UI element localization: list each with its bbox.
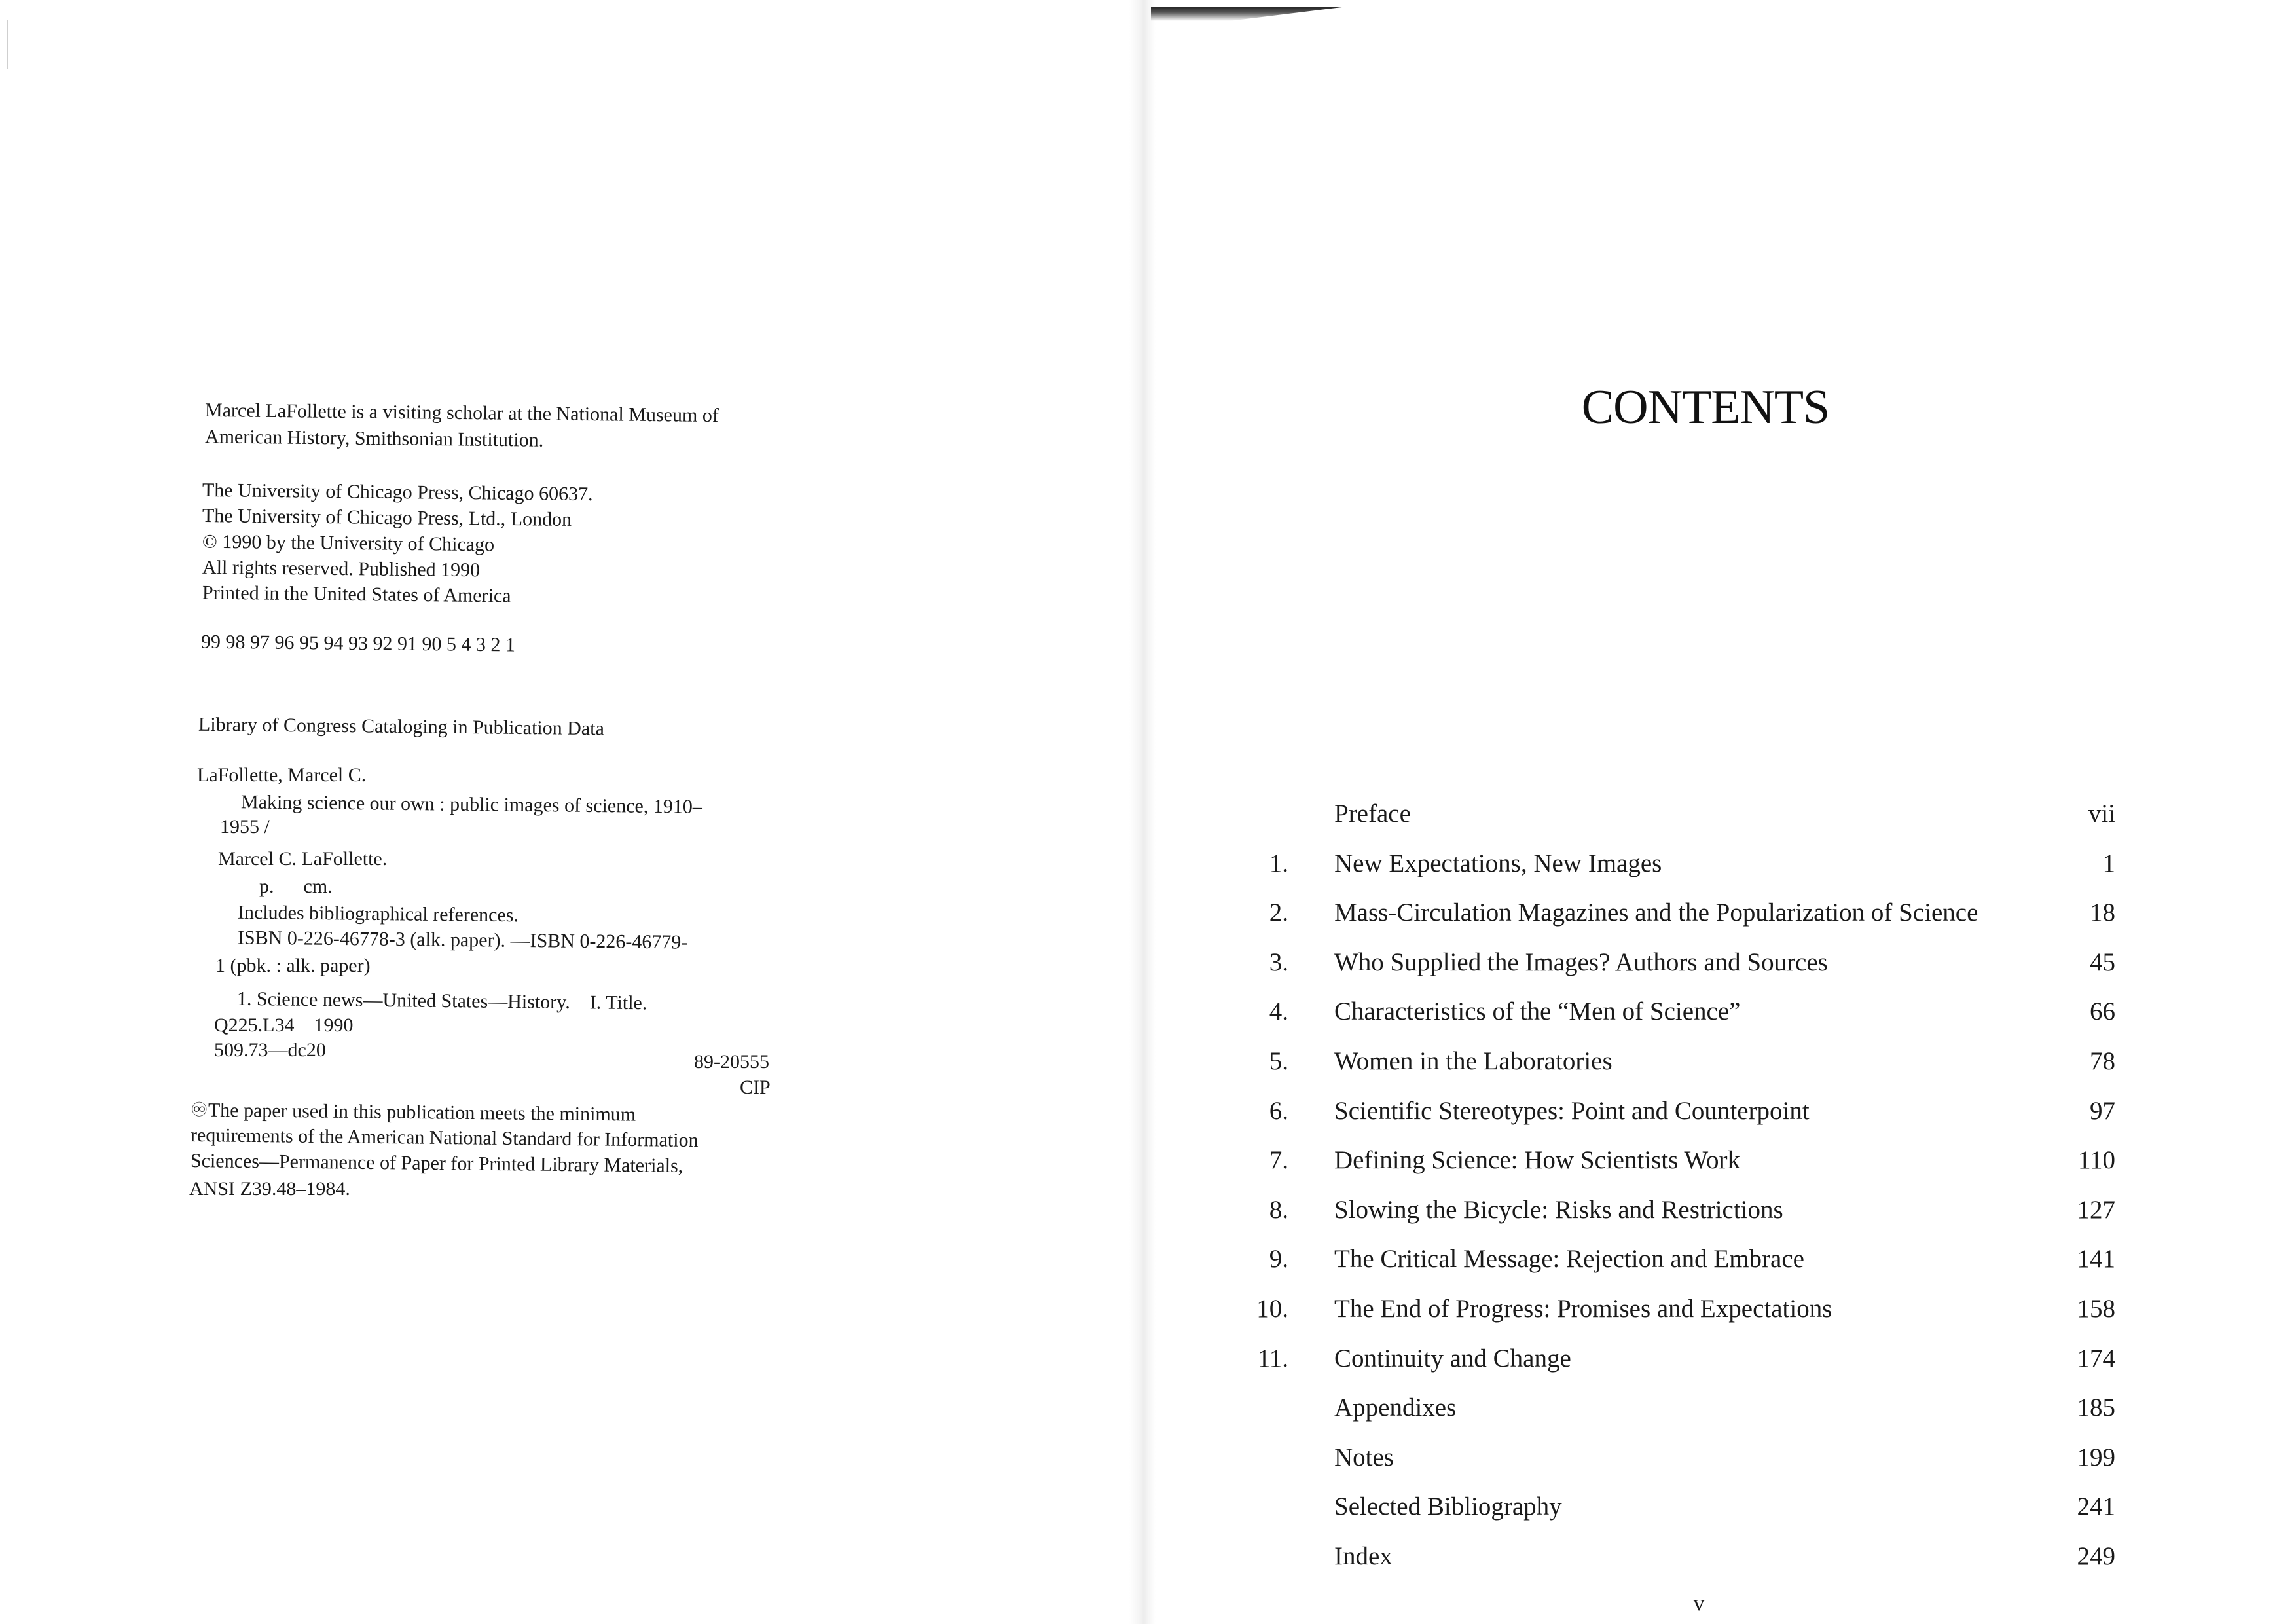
printing-line: 99 98 97 96 95 94 93 92 91 90 5 4 3 2 1 — [200, 631, 516, 656]
toc-chapter-title: Scientific Stereotypes: Point and Counterpoint — [1334, 1096, 1810, 1125]
cip-dewey: 509.73—dc20 — [214, 1039, 326, 1061]
toc-page-number: 110 — [2077, 1146, 2115, 1175]
toc-chapter-title: Appendixes — [1334, 1393, 1457, 1422]
toc-chapter-title: Preface — [1334, 800, 1411, 828]
toc-entry — [1269, 995, 2115, 1028]
toc-entry — [1269, 1045, 2115, 1078]
toc-chapter-title: Slowing the Bicycle: Risks and Restrictions — [1334, 1195, 1783, 1224]
toc-page-number: 45 — [2090, 948, 2115, 976]
toc-page-number: 66 — [2090, 997, 2115, 1026]
toc-chapter-number: 8. — [1269, 1195, 1288, 1224]
toc-chapter-title: Continuity and Change — [1334, 1344, 1571, 1373]
toc-entry — [1269, 1194, 2115, 1227]
contents-heading: CONTENTS — [1581, 380, 1830, 434]
toc-page-number: 158 — [2077, 1295, 2115, 1323]
paper-note-line: Sciences—Permanence of Paper for Printed Library Materials, — [190, 1150, 683, 1177]
toc-chapter-title: New Expectations, New Images — [1334, 849, 1662, 877]
publisher-line: © 1990 by the University of Chicago — [202, 530, 495, 556]
toc-chapter-title: Women in the Laboratories — [1334, 1047, 1613, 1075]
cip-subject: 1. Science news—United States—History. I. Title. — [236, 987, 647, 1014]
toc-entry — [1277, 1392, 2115, 1424]
toc-chapter-title: Defining Science: How Scientists Work — [1334, 1146, 1741, 1175]
toc-chapter-title: Selected Bibliography — [1334, 1492, 1562, 1521]
toc-entry — [1277, 798, 2115, 830]
toc-page-number: 185 — [2077, 1393, 2115, 1422]
toc-page-number: 174 — [2077, 1344, 2115, 1373]
toc-entry — [1277, 1441, 2115, 1474]
cip-isbn: 1 (pbk. : alk. paper) — [215, 955, 371, 976]
toc-chapter-number: 5. — [1269, 1047, 1288, 1075]
paper-note-line: ♾The paper used in this publication meets the minimum — [190, 1099, 636, 1126]
toc-chapter-number: 2. — [1269, 898, 1288, 927]
toc-page-number: 18 — [2090, 898, 2115, 927]
toc-page-number: 199 — [2077, 1443, 2115, 1471]
publisher-line: The University of Chicago Press, Chicago 60637. — [202, 479, 593, 506]
cip-bibliography: Includes bibliographical references. — [237, 901, 519, 927]
author-note-line: Marcel LaFollette is a visiting scholar at the National Museum of — [204, 399, 719, 427]
cip-title: Marcel C. LaFollette. — [218, 848, 388, 870]
toc-entry — [1269, 896, 2115, 929]
toc-entry — [1277, 1540, 2115, 1573]
page-number: v — [1693, 1591, 1705, 1615]
toc-entry — [1269, 847, 2115, 880]
cip-heading: Library of Congress Cataloging in Publication Data — [198, 713, 605, 740]
toc-chapter-title: The Critical Message: Rejection and Embrace — [1334, 1245, 1804, 1274]
gutter-shadow — [1129, 0, 1156, 1624]
paper-note-line: ANSI Z39.48–1984. — [189, 1178, 350, 1200]
toc-chapter-title: Mass-Circulation Magazines and the Popularization of Science — [1334, 898, 1978, 927]
toc-chapter-title: The End of Progress: Promises and Expectations — [1334, 1295, 1832, 1323]
toc-page-number: 97 — [2090, 1096, 2115, 1125]
toc-chapter-number: 3. — [1269, 948, 1288, 976]
publisher-line: Printed in the United States of America — [202, 581, 511, 607]
toc-chapter-number: 9. — [1269, 1245, 1288, 1274]
toc-chapter-number: 6. — [1269, 1096, 1288, 1125]
toc-chapter-number: 7. — [1269, 1146, 1288, 1175]
toc-entry — [1269, 946, 2115, 979]
cip-isbn: ISBN 0-226-46778-3 (alk. paper). —ISBN 0-226-46779- — [237, 927, 688, 953]
toc-page-number: 127 — [2077, 1195, 2115, 1224]
toc-chapter-title: Who Supplied the Images? Authors and Sources — [1334, 948, 1828, 976]
toc-page-number: 1 — [2102, 849, 2115, 877]
toc-entry — [1277, 1490, 2115, 1523]
toc-entry — [1269, 1095, 2115, 1128]
toc-page-number: 78 — [2090, 1047, 2115, 1075]
toc-entry — [1256, 1293, 2115, 1325]
cip-call-number: Q225.L34 1990 — [214, 1014, 354, 1036]
toc-page-number: 141 — [2077, 1245, 2115, 1274]
toc-chapter-number: 11. — [1257, 1344, 1288, 1373]
toc-page-number: 241 — [2077, 1492, 2115, 1521]
author-note-line: American History, Smithsonian Institution. — [204, 426, 544, 451]
cip-author: LaFollette, Marcel C. — [197, 764, 367, 786]
toc-chapter-title: Notes — [1334, 1443, 1394, 1471]
publisher-line: The University of Chicago Press, Ltd., London — [202, 505, 572, 530]
copyright-page — [0, 0, 1113, 1624]
toc-page-number: vii — [2088, 800, 2115, 828]
cip-pages: p. cm. — [259, 876, 333, 897]
paper-note-line: requirements of the American National Standard for Information — [190, 1124, 699, 1152]
toc-page-number: 249 — [2077, 1542, 2115, 1570]
publisher-line: All rights reserved. Published 1990 — [202, 556, 481, 581]
toc-chapter-number: 4. — [1269, 997, 1288, 1026]
toc-entry — [1257, 1342, 2115, 1375]
cip-lccn: 89-20555 — [694, 1051, 769, 1073]
toc-chapter-title: Index — [1334, 1542, 1393, 1570]
cip-mark: CIP — [740, 1077, 771, 1098]
cip-title: 1955 / — [220, 816, 270, 838]
cip-title: Making science our own : public images of science, 1910– — [240, 791, 702, 818]
toc-entry — [1269, 1243, 2115, 1276]
toc-entry — [1269, 1144, 2115, 1177]
toc-chapter-number: 1. — [1269, 849, 1288, 877]
toc-chapter-number: 10. — [1256, 1295, 1288, 1323]
toc-chapter-title: Characteristics of the “Men of Science” — [1334, 997, 1741, 1026]
